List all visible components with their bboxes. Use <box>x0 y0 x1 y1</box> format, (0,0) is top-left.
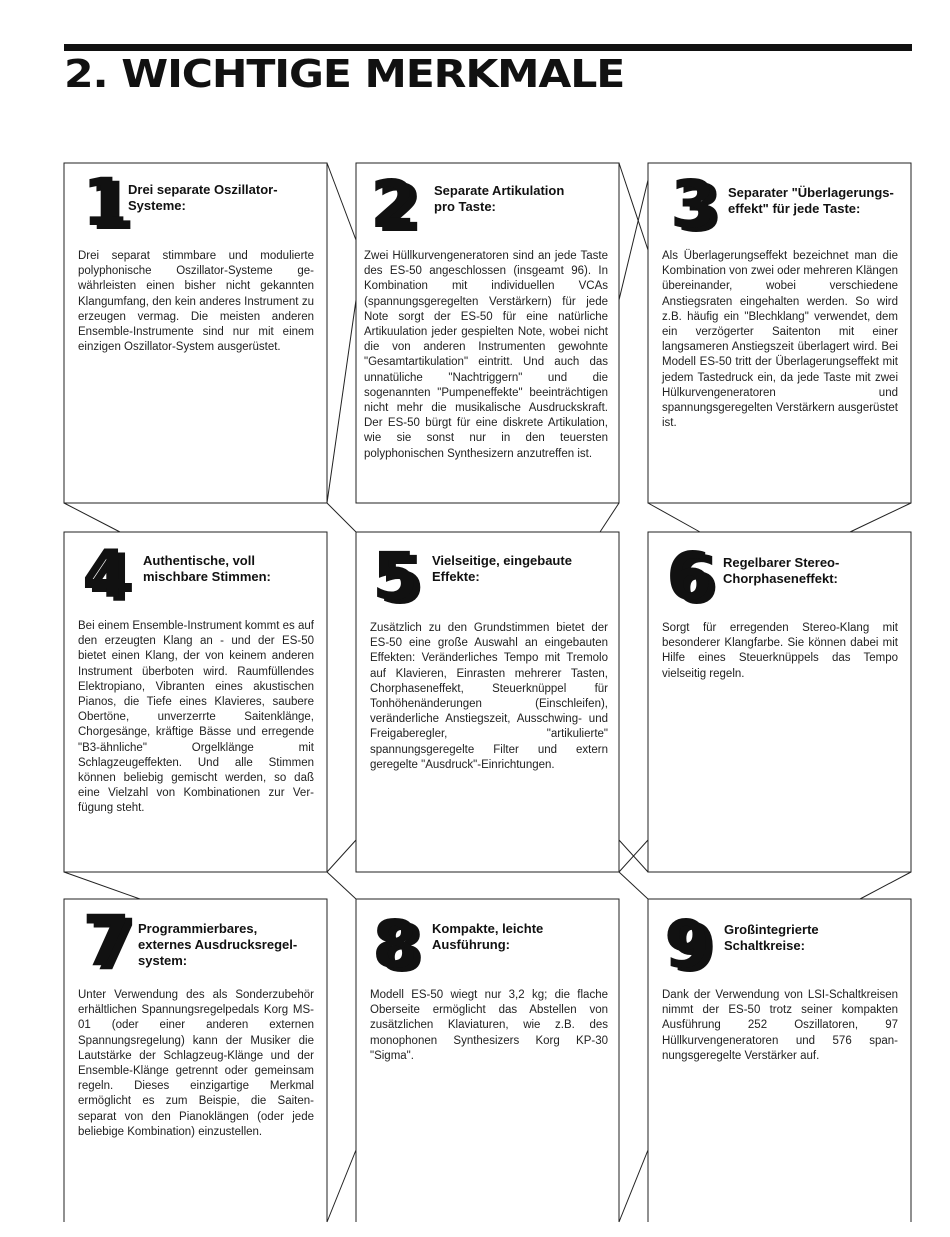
feature-text-4: Bei einem Ensemble-Instrument kommt es auf den erzeugten Klang an - und der ES-50 bietet einen Klang, der von keinem anderen Instrument überboten wird. Raumfüllendes Elektropiano, Vibranten eines akustischen Pianos, die Tiefe eines Klavieres, saubere Obertöne, unverzerrte Saitenklänge, Chorgesänge, kräftige Bässe und erregende "B3-ähnliche" Orgelklänge mit Schlagzeugeffekten. Und alle Stimmen können beliebig gemischt werden, so daß eine Vielzahl von Kombinationen zur Verfügung steht. <box>78 620 314 815</box>
feature-number-8: 8 <box>372 906 418 983</box>
feature-number-7: 7 <box>82 900 131 982</box>
feature-number-1: 1 <box>82 164 128 241</box>
feature-text-2: Zwei Hüllkurvengeneratoren sind an jede Taste des ES-50 angeschlossen (insgeamt 96). In Kombination mit individuellen VCAs (spannungsgeregelten Verstärkern) für jede Note sorgt der ES-50 für eine natürliche Artikuulation jeder gespielten Note, wobei nicht die von anderen Instrumenten gewohnte "Gesamtartikulation" eintritt. Und auch das unnatüliche "Nachtriggern" und die sogenannten "Pumpeneffekte" beeinträchtigen nicht mehr die musikalische Ausdruckskraft. Der ES-50 bürgt für eine diskrete Artikulation, wie sie sonst nur in den teuersten polyphonischen Synthesizern anzutreffen ist. <box>364 250 608 460</box>
feature-number-9: 9 <box>664 906 710 983</box>
page-title: 2. WICHTIGE MERKMALE <box>64 52 625 96</box>
feature-number-4: 4 <box>82 536 128 613</box>
feature-number-3: 3 <box>670 166 716 243</box>
feature-text-5: Zusätzlich zu den Grundstimmen bietet der ES-50 eine große Auswahl an eingebauten Effekten: Veränderliches Tempo mit Tremolo auf Klavieren, Einrasten mehrerer Tasten, Chorphaseneffekt, Steuerknüppel für Tonhöhenänderungen (Einschleifen), veränderliche Anstiegszeit, Ausschwing- und Freigaberegler, "artikulierte" spannungsgeregelte Filter und extern geregelte "Ausdruck"-Einrichtungen. <box>370 622 608 771</box>
feature-text-1: Drei separat stimmbare und modulierte polyphonische Oszillator-Systeme gewährleisten einen bisher nicht gekannten Klangumfang, den kein anderes Instrument zu erzeugen vermag. Die meisten anderen Ensemble-Instrumente sind nur mit einem einzigen Oszillator-System ausgerüstet. <box>78 250 314 354</box>
feature-heading-9: Großintegrierte Schaltkreise: <box>724 922 819 953</box>
feature-heading-3: Separater "Überlagerungs- effekt" für jede Taste: <box>728 185 894 216</box>
feature-text-3: Als Überlagerungseffekt bezeichnet man die Kombination von zwei oder mehreren Klängen übereinander, wobei verschiedene Anstiegsraten eingehalten werden. So wird z.B. häufig ein "Blechklang" verwendet, dem ein verzögerter Saitenton mit einer langsameren Anstiegszeit überlagert wird. Bei Modell ES-50 tritt der Überlagerungseffekt mit jedem Tastedruck ein, da jede Taste mit zwei Hülkurvengeneratoren und spannungsgeregelten Verstärkern ausgerüstet ist. <box>662 250 898 430</box>
feature-text-6: Sorgt für erregenden Stereo-Klang mit besonderer Klangfarbe. Sie können dabei mit Hilfe eines Steuerknüppels das Tempo vielseitig regeln. <box>662 622 898 680</box>
feature-text-7: Unter Verwendung des als Sonderzubehör erhältlichen Spannungsregelpedals Korg MS-01 (oder einer anderen externen Spannungsregelung) kann der Musiker die Lautstärke der Schlagzeug-Klänge und der Ensemble-Klänge getrennt oder gemeinsam regeln. Dieses einzigartige Merkmal ermöglicht es zum Beispie, die Saiten- separat von den Pianoklängen (oder jede beliebige Kombination) einzustellen. <box>78 989 314 1138</box>
feature-number-5: 5 <box>372 538 418 615</box>
feature-number-6: 6 <box>666 538 712 615</box>
feature-heading-7: Programmierbares, externes Ausdrucksregel- system: <box>138 921 298 968</box>
feature-heading-4: Authentische, voll mischbare Stimmen: <box>143 553 271 584</box>
feature-heading-5: Vielseitige, eingebaute Effekte: <box>432 553 572 584</box>
feature-text-9: Dank der Verwendung von LSI-Schaltkreisen nimmt der ES-50 trotz seiner kompakten Ausführung 252 Oszillatoren, 97 Hüllkurvengeneratoren und 576 spannungsgeregelte Verstärker auf. <box>662 989 898 1062</box>
feature-heading-6: Regelbarer Stereo- Chorphaseneffekt: <box>723 555 840 586</box>
feature-heading-8: Kompakte, leichte Ausführung: <box>432 921 544 952</box>
feature-heading-2: Separate Artikulation pro Taste: <box>434 183 565 214</box>
feature-heading-1: Drei separate Oszillator- Systeme: <box>128 182 278 213</box>
feature-text-8: Modell ES-50 wiegt nur 3,2 kg; die flache Oberseite ermöglicht das Abstellen von zusätzlichen Klaviaturen, wie z.B. des monophonen Synthesizers Korg KP-30 "Sigma". <box>370 989 608 1062</box>
feature-number-2: 2 <box>370 166 416 243</box>
